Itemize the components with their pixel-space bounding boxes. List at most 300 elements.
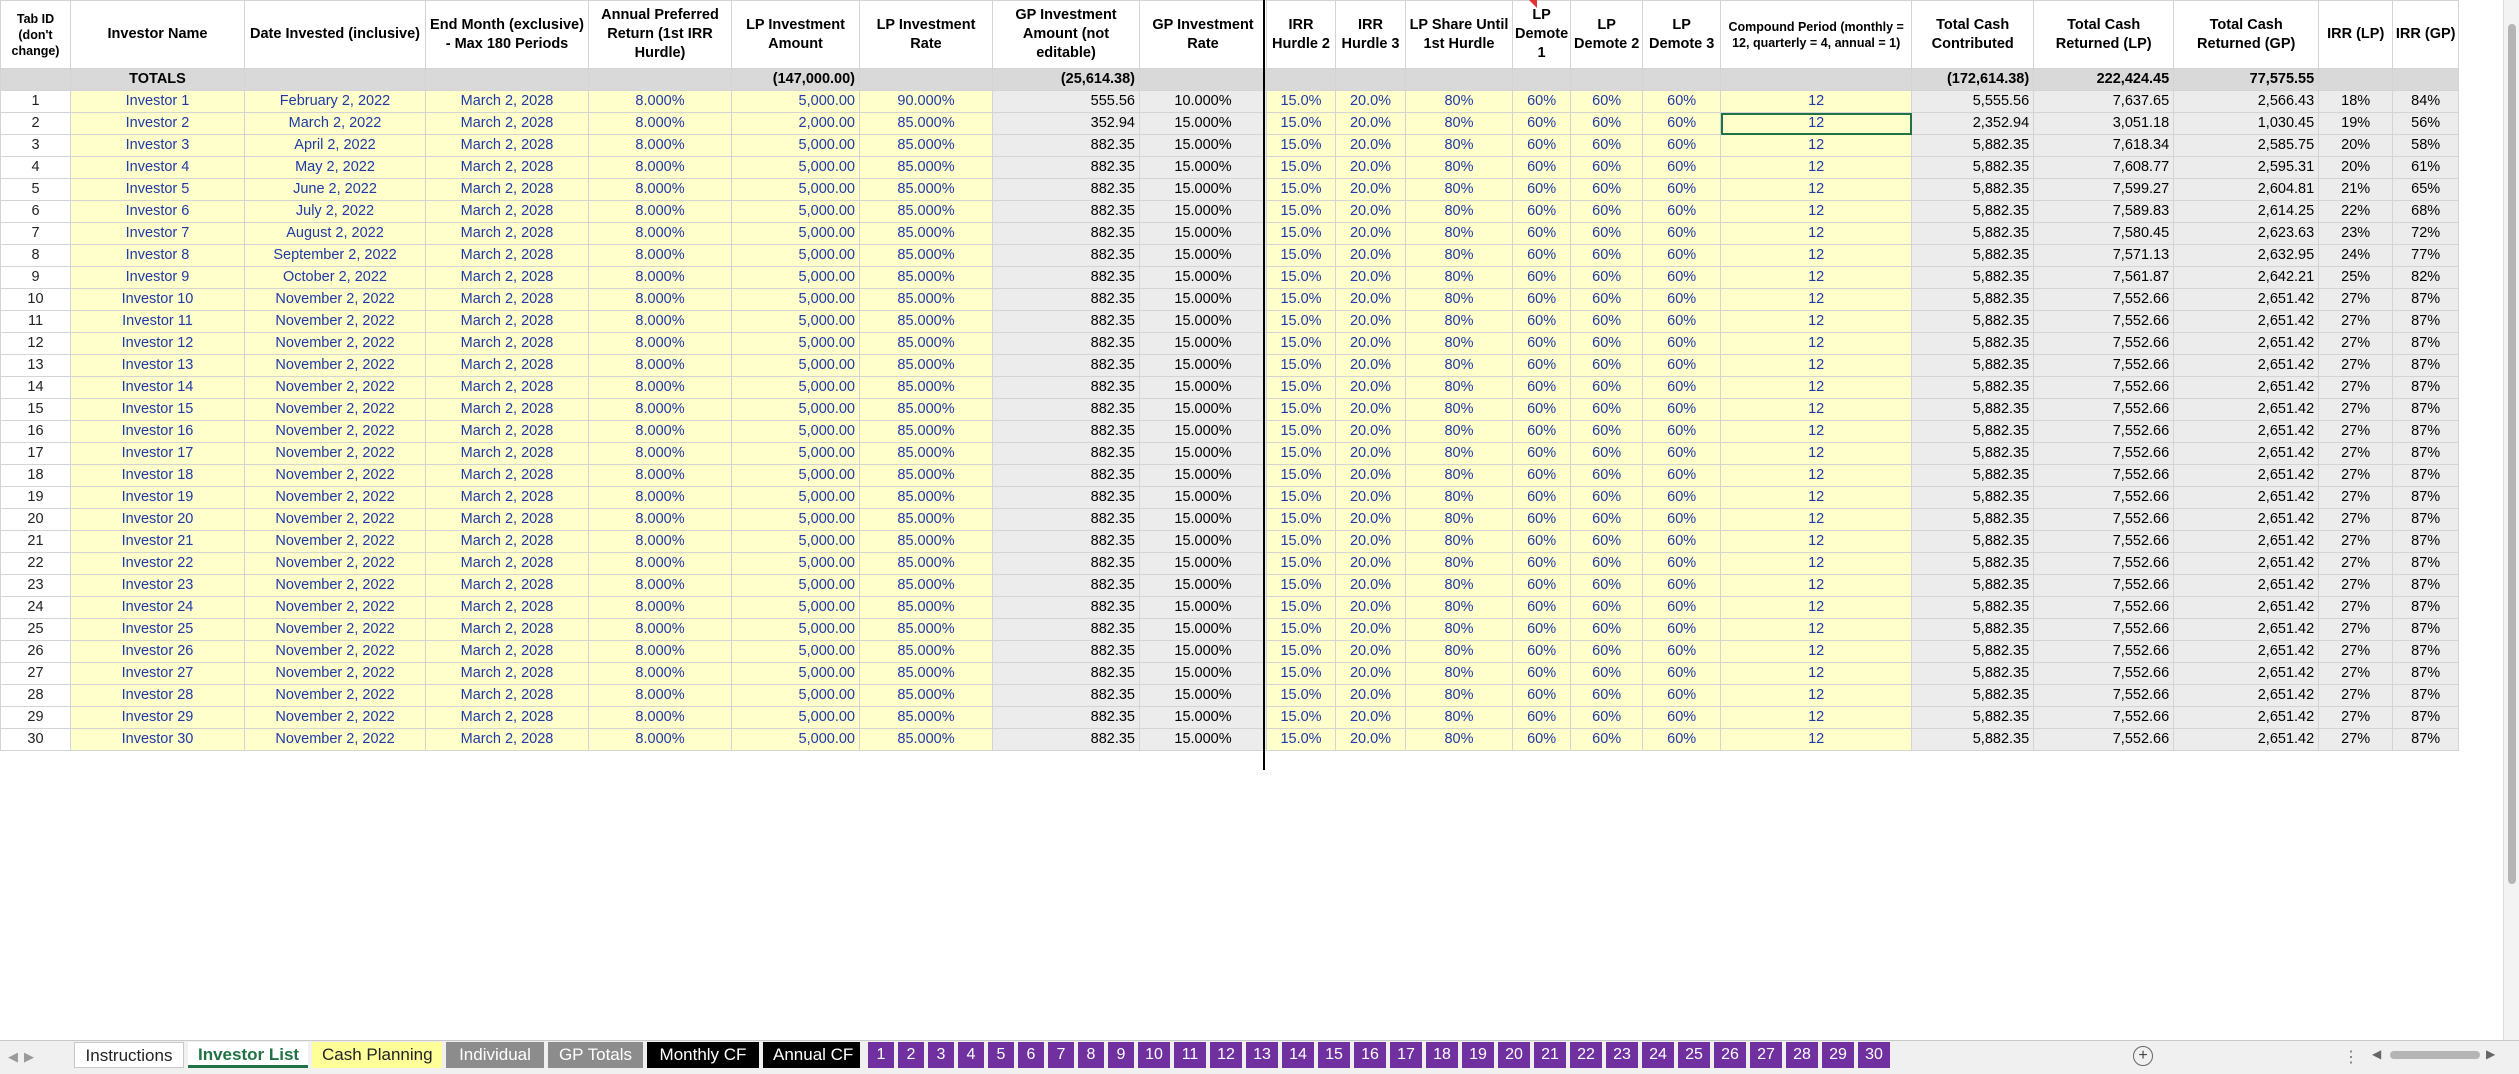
cell-gp-rate[interactable]: 15.000% — [1140, 641, 1267, 663]
cell-d3[interactable]: 60% — [1643, 223, 1721, 245]
cell-name[interactable]: Investor 22 — [71, 553, 245, 575]
cell-contrib[interactable]: 5,555.56 — [1912, 91, 2034, 113]
cell-d3[interactable]: 60% — [1643, 135, 1721, 157]
cell-end[interactable]: March 2, 2028 — [426, 553, 589, 575]
cell-pref[interactable]: 8.000% — [589, 465, 732, 487]
cell-end[interactable]: March 2, 2028 — [426, 157, 589, 179]
cell-d3[interactable]: 60% — [1643, 465, 1721, 487]
sheet-tab[interactable]: 5 — [988, 1042, 1014, 1068]
cell-irr-gp[interactable]: 87% — [2393, 311, 2459, 333]
cell-pref[interactable]: 8.000% — [589, 157, 732, 179]
cell-irr-gp[interactable]: 87% — [2393, 443, 2459, 465]
cell-lp-amt[interactable]: 5,000.00 — [732, 553, 860, 575]
cell-irr-lp[interactable]: 27% — [2319, 421, 2393, 443]
cell-lp-amt[interactable]: 5,000.00 — [732, 245, 860, 267]
horizontal-scrollbar[interactable] — [2368, 1049, 2498, 1061]
cell-lp-amt[interactable]: 5,000.00 — [732, 597, 860, 619]
cell-lp-amt[interactable]: 5,000.00 — [732, 487, 860, 509]
sheet-tab[interactable]: 20 — [1498, 1042, 1530, 1068]
cell-lp-rate[interactable]: 90.000% — [860, 91, 993, 113]
cell-date[interactable]: November 2, 2022 — [245, 641, 426, 663]
cell-irr-gp[interactable]: 58% — [2393, 135, 2459, 157]
row-tab-id[interactable]: 22 — [1, 553, 71, 575]
cell-pref[interactable]: 8.000% — [589, 597, 732, 619]
header-lp-demote-2[interactable]: LP Demote 2 — [1571, 1, 1643, 69]
cell-end[interactable]: March 2, 2028 — [426, 113, 589, 135]
cell-ret-lp[interactable]: 7,552.66 — [2034, 509, 2174, 531]
cell-end[interactable]: March 2, 2028 — [426, 465, 589, 487]
cell-ret-lp[interactable]: 7,552.66 — [2034, 597, 2174, 619]
cell-pref[interactable]: 8.000% — [589, 509, 732, 531]
totals-gp-investment[interactable]: (25,614.38) — [993, 69, 1140, 91]
cell-contrib[interactable]: 5,882.35 — [1912, 421, 2034, 443]
cell-name[interactable]: Investor 3 — [71, 135, 245, 157]
cell-h3[interactable]: 20.0% — [1336, 619, 1406, 641]
cell-lp-rate[interactable]: 85.000% — [860, 553, 993, 575]
cell-h3[interactable]: 20.0% — [1336, 157, 1406, 179]
cell-share[interactable]: 80% — [1406, 641, 1513, 663]
cell-d1[interactable]: 60% — [1513, 179, 1571, 201]
sheet-tab[interactable]: 21 — [1534, 1042, 1566, 1068]
cell-irr-lp[interactable]: 27% — [2319, 289, 2393, 311]
cell-name[interactable]: Investor 4 — [71, 157, 245, 179]
cell-gp-rate[interactable]: 15.000% — [1140, 311, 1267, 333]
cell-comp[interactable]: 12 — [1721, 91, 1912, 113]
cell-h2[interactable]: 15.0% — [1267, 157, 1336, 179]
cell-share[interactable]: 80% — [1406, 135, 1513, 157]
cell-name[interactable]: Investor 11 — [71, 311, 245, 333]
cell-lp-amt[interactable]: 5,000.00 — [732, 421, 860, 443]
row-tab-id[interactable]: 3 — [1, 135, 71, 157]
cell-h3[interactable]: 20.0% — [1336, 245, 1406, 267]
sheet-tab[interactable]: 1 — [868, 1042, 894, 1068]
cell-ret-gp[interactable]: 2,651.42 — [2174, 619, 2319, 641]
cell-lp-amt[interactable]: 5,000.00 — [732, 157, 860, 179]
cell-irr-lp[interactable]: 27% — [2319, 443, 2393, 465]
cell-pref[interactable]: 8.000% — [589, 91, 732, 113]
totals-cell[interactable] — [1643, 69, 1721, 91]
sheet-tab[interactable]: 25 — [1678, 1042, 1710, 1068]
cell-d3[interactable]: 60% — [1643, 355, 1721, 377]
totals-cell[interactable] — [589, 69, 732, 91]
cell-lp-amt[interactable]: 5,000.00 — [732, 377, 860, 399]
cell-h2[interactable]: 15.0% — [1267, 509, 1336, 531]
row-tab-id[interactable]: 24 — [1, 597, 71, 619]
cell-comp[interactable]: 12 — [1721, 355, 1912, 377]
cell-h2[interactable]: 15.0% — [1267, 531, 1336, 553]
cell-h2[interactable]: 15.0% — [1267, 685, 1336, 707]
cell-h2[interactable]: 15.0% — [1267, 179, 1336, 201]
cell-gp-amt[interactable]: 352.94 — [993, 113, 1140, 135]
cell-d2[interactable]: 60% — [1571, 707, 1643, 729]
totals-label[interactable]: TOTALS — [71, 69, 245, 91]
cell-gp-rate[interactable]: 15.000% — [1140, 509, 1267, 531]
cell-h3[interactable]: 20.0% — [1336, 509, 1406, 531]
row-tab-id[interactable]: 20 — [1, 509, 71, 531]
cell-d1[interactable]: 60% — [1513, 641, 1571, 663]
cell-share[interactable]: 80% — [1406, 333, 1513, 355]
row-tab-id[interactable]: 12 — [1, 333, 71, 355]
cell-comp[interactable]: 12 — [1721, 399, 1912, 421]
cell-h2[interactable]: 15.0% — [1267, 641, 1336, 663]
row-tab-id[interactable]: 6 — [1, 201, 71, 223]
cell-lp-rate[interactable]: 85.000% — [860, 531, 993, 553]
cell-contrib[interactable]: 5,882.35 — [1912, 399, 2034, 421]
header-lp-investment-amount[interactable]: LP Investment Amount — [732, 1, 860, 69]
cell-ret-lp[interactable]: 7,552.66 — [2034, 465, 2174, 487]
cell-irr-gp[interactable]: 87% — [2393, 553, 2459, 575]
cell-irr-gp[interactable]: 84% — [2393, 91, 2459, 113]
cell-h2[interactable]: 15.0% — [1267, 135, 1336, 157]
cell-pref[interactable]: 8.000% — [589, 201, 732, 223]
cell-ret-gp[interactable]: 2,651.42 — [2174, 399, 2319, 421]
cell-lp-amt[interactable]: 5,000.00 — [732, 531, 860, 553]
cell-irr-lp[interactable]: 27% — [2319, 641, 2393, 663]
cell-irr-gp[interactable]: 87% — [2393, 575, 2459, 597]
cell-share[interactable]: 80% — [1406, 91, 1513, 113]
cell-ret-gp[interactable]: 2,623.63 — [2174, 223, 2319, 245]
cell-contrib[interactable]: 5,882.35 — [1912, 685, 2034, 707]
cell-h3[interactable]: 20.0% — [1336, 113, 1406, 135]
cell-date[interactable]: August 2, 2022 — [245, 223, 426, 245]
cell-d3[interactable]: 60% — [1643, 619, 1721, 641]
add-sheet-icon[interactable]: + — [2133, 1046, 2153, 1066]
cell-share[interactable]: 80% — [1406, 663, 1513, 685]
header-tab-id[interactable]: Tab ID (don't change) — [1, 1, 71, 69]
cell-share[interactable]: 80% — [1406, 311, 1513, 333]
cell-gp-amt[interactable]: 882.35 — [993, 135, 1140, 157]
cell-d1[interactable]: 60% — [1513, 113, 1571, 135]
row-tab-id[interactable]: 11 — [1, 311, 71, 333]
row-tab-id[interactable]: 4 — [1, 157, 71, 179]
totals-cell[interactable] — [1140, 69, 1267, 91]
cell-d3[interactable]: 60% — [1643, 399, 1721, 421]
totals-cell[interactable] — [1, 69, 71, 91]
totals-cell[interactable] — [1571, 69, 1643, 91]
cell-date[interactable]: November 2, 2022 — [245, 421, 426, 443]
cell-h2[interactable]: 15.0% — [1267, 355, 1336, 377]
cell-ret-gp[interactable]: 2,566.43 — [2174, 91, 2319, 113]
cell-ret-gp[interactable]: 2,651.42 — [2174, 487, 2319, 509]
cell-d2[interactable]: 60% — [1571, 377, 1643, 399]
row-tab-id[interactable]: 29 — [1, 707, 71, 729]
cell-name[interactable]: Investor 12 — [71, 333, 245, 355]
cell-d3[interactable]: 60% — [1643, 729, 1721, 751]
cell-lp-amt[interactable]: 5,000.00 — [732, 179, 860, 201]
cell-date[interactable]: November 2, 2022 — [245, 597, 426, 619]
cell-pref[interactable]: 8.000% — [589, 355, 732, 377]
cell-date[interactable]: November 2, 2022 — [245, 399, 426, 421]
cell-comp[interactable]: 12 — [1721, 289, 1912, 311]
cell-pref[interactable]: 8.000% — [589, 245, 732, 267]
cell-ret-lp[interactable]: 7,552.66 — [2034, 289, 2174, 311]
header-annual-pref-return[interactable]: Annual Preferred Return (1st IRR Hurdle) — [589, 1, 732, 69]
cell-h3[interactable]: 20.0% — [1336, 597, 1406, 619]
cell-comp[interactable]: 12 — [1721, 575, 1912, 597]
cell-ret-gp[interactable]: 2,651.42 — [2174, 531, 2319, 553]
cell-end[interactable]: March 2, 2028 — [426, 487, 589, 509]
cell-lp-amt[interactable]: 5,000.00 — [732, 223, 860, 245]
cell-gp-amt[interactable]: 882.35 — [993, 399, 1140, 421]
cell-date[interactable]: November 2, 2022 — [245, 707, 426, 729]
cell-h3[interactable]: 20.0% — [1336, 443, 1406, 465]
cell-share[interactable]: 80% — [1406, 597, 1513, 619]
cell-d1[interactable]: 60% — [1513, 333, 1571, 355]
cell-gp-rate[interactable]: 15.000% — [1140, 179, 1267, 201]
header-irr-hurdle-2[interactable]: IRR Hurdle 2 — [1267, 1, 1336, 69]
cell-ret-gp[interactable]: 2,651.42 — [2174, 553, 2319, 575]
cell-ret-gp[interactable]: 2,651.42 — [2174, 289, 2319, 311]
cell-gp-amt[interactable]: 555.56 — [993, 91, 1140, 113]
cell-ret-gp[interactable]: 2,651.42 — [2174, 443, 2319, 465]
cell-name[interactable]: Investor 8 — [71, 245, 245, 267]
cell-lp-amt[interactable]: 5,000.00 — [732, 201, 860, 223]
tab-scroll-right-icon[interactable]: ▶ — [24, 1049, 34, 1064]
sheet-tab[interactable]: 24 — [1642, 1042, 1674, 1068]
cell-comp[interactable]: 12 — [1721, 201, 1912, 223]
row-tab-id[interactable]: 23 — [1, 575, 71, 597]
cell-irr-gp[interactable]: 87% — [2393, 421, 2459, 443]
cell-name[interactable]: Investor 29 — [71, 707, 245, 729]
cell-gp-amt[interactable]: 882.35 — [993, 641, 1140, 663]
cell-lp-rate[interactable]: 85.000% — [860, 641, 993, 663]
cell-lp-rate[interactable]: 85.000% — [860, 487, 993, 509]
cell-lp-amt[interactable]: 5,000.00 — [732, 91, 860, 113]
cell-d3[interactable]: 60% — [1643, 707, 1721, 729]
cell-ret-lp[interactable]: 7,552.66 — [2034, 553, 2174, 575]
cell-h3[interactable]: 20.0% — [1336, 553, 1406, 575]
cell-h2[interactable]: 15.0% — [1267, 575, 1336, 597]
cell-lp-amt[interactable]: 5,000.00 — [732, 663, 860, 685]
sheet-tab[interactable]: 30 — [1858, 1042, 1890, 1068]
cell-date[interactable]: November 2, 2022 — [245, 333, 426, 355]
row-tab-id[interactable]: 26 — [1, 641, 71, 663]
header-irr-hurdle-3[interactable]: IRR Hurdle 3 — [1336, 1, 1406, 69]
cell-gp-rate[interactable]: 10.000% — [1140, 91, 1267, 113]
cell-h3[interactable]: 20.0% — [1336, 729, 1406, 751]
cell-irr-lp[interactable]: 27% — [2319, 553, 2393, 575]
cell-d3[interactable]: 60% — [1643, 267, 1721, 289]
cell-contrib[interactable]: 5,882.35 — [1912, 157, 2034, 179]
cell-date[interactable]: November 2, 2022 — [245, 311, 426, 333]
cell-h2[interactable]: 15.0% — [1267, 113, 1336, 135]
cell-pref[interactable]: 8.000% — [589, 663, 732, 685]
cell-date[interactable]: November 2, 2022 — [245, 355, 426, 377]
cell-gp-amt[interactable]: 882.35 — [993, 465, 1140, 487]
cell-lp-amt[interactable]: 5,000.00 — [732, 333, 860, 355]
cell-gp-rate[interactable]: 15.000% — [1140, 113, 1267, 135]
cell-irr-lp[interactable]: 21% — [2319, 179, 2393, 201]
cell-ret-lp[interactable]: 7,552.66 — [2034, 443, 2174, 465]
cell-h2[interactable]: 15.0% — [1267, 267, 1336, 289]
cell-comp[interactable]: 12 — [1721, 641, 1912, 663]
cell-share[interactable]: 80% — [1406, 377, 1513, 399]
cell-lp-rate[interactable]: 85.000% — [860, 245, 993, 267]
cell-comp[interactable]: 12 — [1721, 531, 1912, 553]
cell-d2[interactable]: 60% — [1571, 553, 1643, 575]
cell-irr-lp[interactable]: 22% — [2319, 201, 2393, 223]
sheet-tab[interactable]: 29 — [1822, 1042, 1854, 1068]
cell-lp-rate[interactable]: 85.000% — [860, 575, 993, 597]
cell-ret-lp[interactable]: 7,618.34 — [2034, 135, 2174, 157]
cell-comp[interactable]: 12 — [1721, 729, 1912, 751]
cell-gp-amt[interactable]: 882.35 — [993, 707, 1140, 729]
cell-name[interactable]: Investor 14 — [71, 377, 245, 399]
totals-lp-investment[interactable]: (147,000.00) — [732, 69, 860, 91]
cell-d1[interactable]: 60% — [1513, 377, 1571, 399]
cell-h3[interactable]: 20.0% — [1336, 707, 1406, 729]
cell-ret-gp[interactable]: 2,632.95 — [2174, 245, 2319, 267]
totals-cell[interactable] — [860, 69, 993, 91]
cell-h3[interactable]: 20.0% — [1336, 355, 1406, 377]
cell-contrib[interactable]: 5,882.35 — [1912, 289, 2034, 311]
row-tab-id[interactable]: 10 — [1, 289, 71, 311]
cell-lp-amt[interactable]: 5,000.00 — [732, 135, 860, 157]
cell-d2[interactable]: 60% — [1571, 289, 1643, 311]
cell-comp[interactable]: 12 — [1721, 267, 1912, 289]
cell-gp-rate[interactable]: 15.000% — [1140, 333, 1267, 355]
cell-irr-gp[interactable]: 87% — [2393, 509, 2459, 531]
cell-ret-lp[interactable]: 7,552.66 — [2034, 707, 2174, 729]
cell-share[interactable]: 80% — [1406, 729, 1513, 751]
cell-irr-gp[interactable]: 68% — [2393, 201, 2459, 223]
cell-d2[interactable]: 60% — [1571, 179, 1643, 201]
row-tab-id[interactable]: 2 — [1, 113, 71, 135]
cell-h2[interactable]: 15.0% — [1267, 377, 1336, 399]
more-options-icon[interactable]: ⋮ — [2343, 1049, 2359, 1066]
cell-comp[interactable]: 12 — [1721, 113, 1912, 135]
cell-irr-gp[interactable]: 87% — [2393, 487, 2459, 509]
totals-cell[interactable] — [1513, 69, 1571, 91]
cell-share[interactable]: 80% — [1406, 685, 1513, 707]
cell-irr-lp[interactable]: 27% — [2319, 399, 2393, 421]
cell-d2[interactable]: 60% — [1571, 641, 1643, 663]
cell-irr-gp[interactable]: 87% — [2393, 377, 2459, 399]
cell-h2[interactable]: 15.0% — [1267, 729, 1336, 751]
cell-ret-gp[interactable]: 1,030.45 — [2174, 113, 2319, 135]
cell-share[interactable]: 80% — [1406, 619, 1513, 641]
cell-gp-rate[interactable]: 15.000% — [1140, 355, 1267, 377]
totals-cell[interactable] — [1267, 69, 1336, 91]
cell-ret-lp[interactable]: 7,552.66 — [2034, 421, 2174, 443]
cell-comp[interactable]: 12 — [1721, 135, 1912, 157]
cell-lp-amt[interactable]: 5,000.00 — [732, 399, 860, 421]
cell-gp-rate[interactable]: 15.000% — [1140, 443, 1267, 465]
cell-end[interactable]: March 2, 2028 — [426, 509, 589, 531]
cell-irr-gp[interactable]: 87% — [2393, 355, 2459, 377]
cell-d3[interactable]: 60% — [1643, 377, 1721, 399]
cell-d1[interactable]: 60% — [1513, 157, 1571, 179]
cell-name[interactable]: Investor 9 — [71, 267, 245, 289]
cell-date[interactable]: November 2, 2022 — [245, 377, 426, 399]
cell-gp-amt[interactable]: 882.35 — [993, 157, 1140, 179]
cell-ret-lp[interactable]: 7,580.45 — [2034, 223, 2174, 245]
cell-d2[interactable]: 60% — [1571, 135, 1643, 157]
cell-ret-gp[interactable]: 2,595.31 — [2174, 157, 2319, 179]
row-tab-id[interactable]: 14 — [1, 377, 71, 399]
cell-share[interactable]: 80% — [1406, 355, 1513, 377]
cell-h3[interactable]: 20.0% — [1336, 223, 1406, 245]
cell-date[interactable]: March 2, 2022 — [245, 113, 426, 135]
cell-irr-gp[interactable]: 72% — [2393, 223, 2459, 245]
cell-d2[interactable]: 60% — [1571, 223, 1643, 245]
cell-d2[interactable]: 60% — [1571, 267, 1643, 289]
cell-gp-amt[interactable]: 882.35 — [993, 289, 1140, 311]
cell-gp-rate[interactable]: 15.000% — [1140, 575, 1267, 597]
cell-d2[interactable]: 60% — [1571, 685, 1643, 707]
cell-h3[interactable]: 20.0% — [1336, 531, 1406, 553]
cell-share[interactable]: 80% — [1406, 113, 1513, 135]
totals-total-returned-lp[interactable]: 222,424.45 — [2034, 69, 2174, 91]
cell-gp-amt[interactable]: 882.35 — [993, 267, 1140, 289]
cell-d1[interactable]: 60% — [1513, 311, 1571, 333]
sheet-tab[interactable]: 9 — [1108, 1042, 1134, 1068]
cell-h2[interactable]: 15.0% — [1267, 553, 1336, 575]
cell-comp[interactable]: 12 — [1721, 619, 1912, 641]
row-tab-id[interactable]: 30 — [1, 729, 71, 751]
cell-ret-lp[interactable]: 7,599.27 — [2034, 179, 2174, 201]
cell-d2[interactable]: 60% — [1571, 201, 1643, 223]
sheet-tab[interactable]: 28 — [1786, 1042, 1818, 1068]
cell-comp[interactable]: 12 — [1721, 707, 1912, 729]
cell-comp[interactable]: 12 — [1721, 487, 1912, 509]
cell-ret-lp[interactable]: 7,552.66 — [2034, 575, 2174, 597]
cell-ret-gp[interactable]: 2,651.42 — [2174, 333, 2319, 355]
cell-ret-gp[interactable]: 2,651.42 — [2174, 641, 2319, 663]
row-tab-id[interactable]: 16 — [1, 421, 71, 443]
cell-pref[interactable]: 8.000% — [589, 531, 732, 553]
cell-irr-lp[interactable]: 27% — [2319, 355, 2393, 377]
totals-cell[interactable] — [245, 69, 426, 91]
cell-gp-amt[interactable]: 882.35 — [993, 443, 1140, 465]
cell-h3[interactable]: 20.0% — [1336, 289, 1406, 311]
cell-d1[interactable]: 60% — [1513, 509, 1571, 531]
cell-h3[interactable]: 20.0% — [1336, 91, 1406, 113]
header-gp-investment-amount[interactable]: GP Investment Amount (not editable) — [993, 1, 1140, 69]
cell-end[interactable]: March 2, 2028 — [426, 377, 589, 399]
cell-gp-rate[interactable]: 15.000% — [1140, 465, 1267, 487]
sheet-tab[interactable]: Instructions — [74, 1042, 184, 1068]
sheet-tab[interactable]: 2 — [898, 1042, 924, 1068]
cell-h2[interactable]: 15.0% — [1267, 91, 1336, 113]
cell-lp-amt[interactable]: 2,000.00 — [732, 113, 860, 135]
sheet-tab[interactable]: 15 — [1318, 1042, 1350, 1068]
cell-name[interactable]: Investor 15 — [71, 399, 245, 421]
cell-d2[interactable]: 60% — [1571, 487, 1643, 509]
cell-pref[interactable]: 8.000% — [589, 179, 732, 201]
cell-irr-lp[interactable]: 27% — [2319, 531, 2393, 553]
cell-contrib[interactable]: 5,882.35 — [1912, 201, 2034, 223]
cell-name[interactable]: Investor 5 — [71, 179, 245, 201]
cell-share[interactable]: 80% — [1406, 399, 1513, 421]
cell-h3[interactable]: 20.0% — [1336, 399, 1406, 421]
cell-ret-lp[interactable]: 7,571.13 — [2034, 245, 2174, 267]
cell-contrib[interactable]: 5,882.35 — [1912, 245, 2034, 267]
cell-end[interactable]: March 2, 2028 — [426, 355, 589, 377]
cell-comp[interactable]: 12 — [1721, 597, 1912, 619]
cell-date[interactable]: February 2, 2022 — [245, 91, 426, 113]
cell-comp[interactable]: 12 — [1721, 465, 1912, 487]
cell-gp-amt[interactable]: 882.35 — [993, 509, 1140, 531]
sheet-tab[interactable]: Cash Planning — [312, 1042, 442, 1068]
cell-gp-amt[interactable]: 882.35 — [993, 531, 1140, 553]
cell-date[interactable]: May 2, 2022 — [245, 157, 426, 179]
scroll-left-icon[interactable]: ◀ — [2372, 1047, 2382, 1061]
cell-irr-gp[interactable]: 87% — [2393, 729, 2459, 751]
cell-d3[interactable]: 60% — [1643, 553, 1721, 575]
cell-name[interactable]: Investor 25 — [71, 619, 245, 641]
cell-contrib[interactable]: 5,882.35 — [1912, 619, 2034, 641]
